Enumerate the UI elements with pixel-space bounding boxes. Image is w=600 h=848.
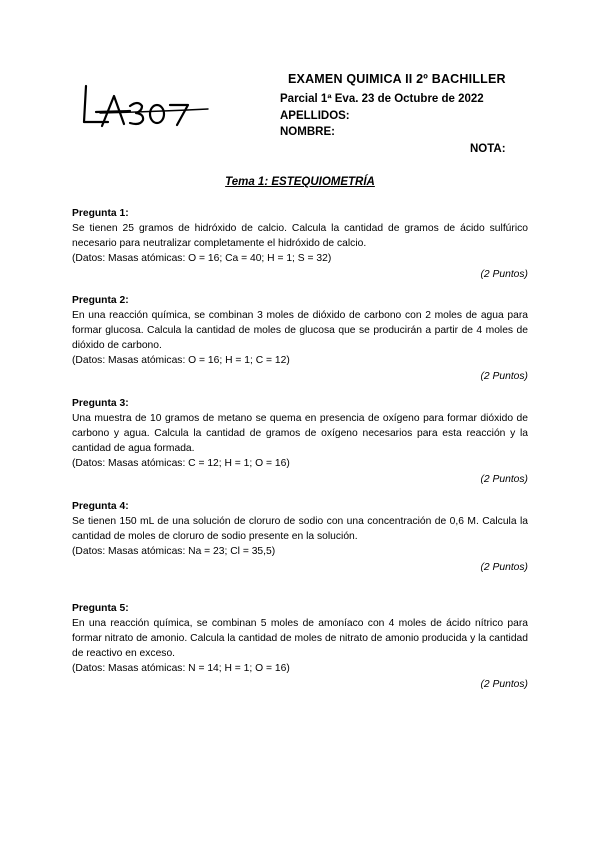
question-4	[72, 499, 528, 575]
question-3	[72, 396, 528, 487]
question-title: Pregunta 4:	[72, 501, 129, 512]
question-title: Pregunta 5:	[72, 603, 129, 614]
nota-label: NOTA:	[470, 143, 506, 155]
question-title: Pregunta 2:	[72, 295, 129, 306]
question-data: (Datos: Masas atómicas: N = 14; H = 1; O = 16)	[72, 663, 290, 674]
question-text: Se tienen 150 mL de una solución de cloruro de sodio con una concentración de 0,6 M. Calcula la cantidad de moles de cloruro de sodio presente en la solución.	[72, 516, 528, 542]
question-text: En una reacción química, se combinan 5 moles de amoníaco con 4 moles de ácido nítrico para formar nitrato de amonio. Calcula la cantidad de moles de nitrato de amonio producida y la cantidad de reactivo en exceso.	[72, 618, 528, 659]
question-data: (Datos: Masas atómicas: O = 16; H = 1; C = 12)	[72, 355, 290, 366]
apellidos-label: APELLIDOS:	[280, 110, 350, 122]
nombre-label: NOMBRE:	[280, 126, 335, 138]
question-data: (Datos: Masas atómicas: Na = 23; Cl = 35,5)	[72, 546, 276, 557]
question-5	[72, 601, 528, 692]
exam-title: EXAMEN QUIMICA II 2º BACHILLER	[288, 72, 506, 86]
question-points: (2 Puntos)	[480, 269, 528, 280]
question-text: Se tienen 25 gramos de hidróxido de calcio. Calcula la cantidad de gramos de ácido sulfúrico necesario para neutralizar completamente el hidróxido de calcio.	[72, 223, 528, 249]
question-2	[72, 293, 528, 384]
question-points: (2 Puntos)	[480, 679, 528, 690]
handwritten-logo	[78, 82, 213, 137]
question-points: (2 Puntos)	[480, 371, 528, 382]
question-title: Pregunta 1:	[72, 208, 129, 219]
question-text: Una muestra de 10 gramos de metano se quema en presencia de oxígeno para formar dióxido de carbono y agua. Calcula la cantidad de gramos de oxígeno necesarios para esta reacción y la cantidad de agua formada.	[72, 413, 528, 454]
question-1	[72, 206, 528, 282]
question-data: (Datos: Masas atómicas: O = 16; Ca = 40; H = 1; S = 32)	[72, 253, 332, 264]
question-points: (2 Puntos)	[480, 562, 528, 573]
question-title: Pregunta 3:	[72, 398, 129, 409]
exam-subtitle: Parcial 1ª Eva. 23 de Octubre de 2022	[280, 93, 484, 105]
question-data: (Datos: Masas atómicas: C = 12; H = 1; O = 16)	[72, 458, 290, 469]
topic-heading: Tema 1: ESTEQUIOMETRÍA	[225, 176, 375, 188]
question-points: (2 Puntos)	[480, 474, 528, 485]
question-text: En una reacción química, se combinan 3 moles de dióxido de carbono con 2 moles de agua para formar glucosa. Calcula la cantidad de moles de glucosa que se producirán a partir de 4 moles de dióxido de carbono.	[72, 310, 528, 351]
